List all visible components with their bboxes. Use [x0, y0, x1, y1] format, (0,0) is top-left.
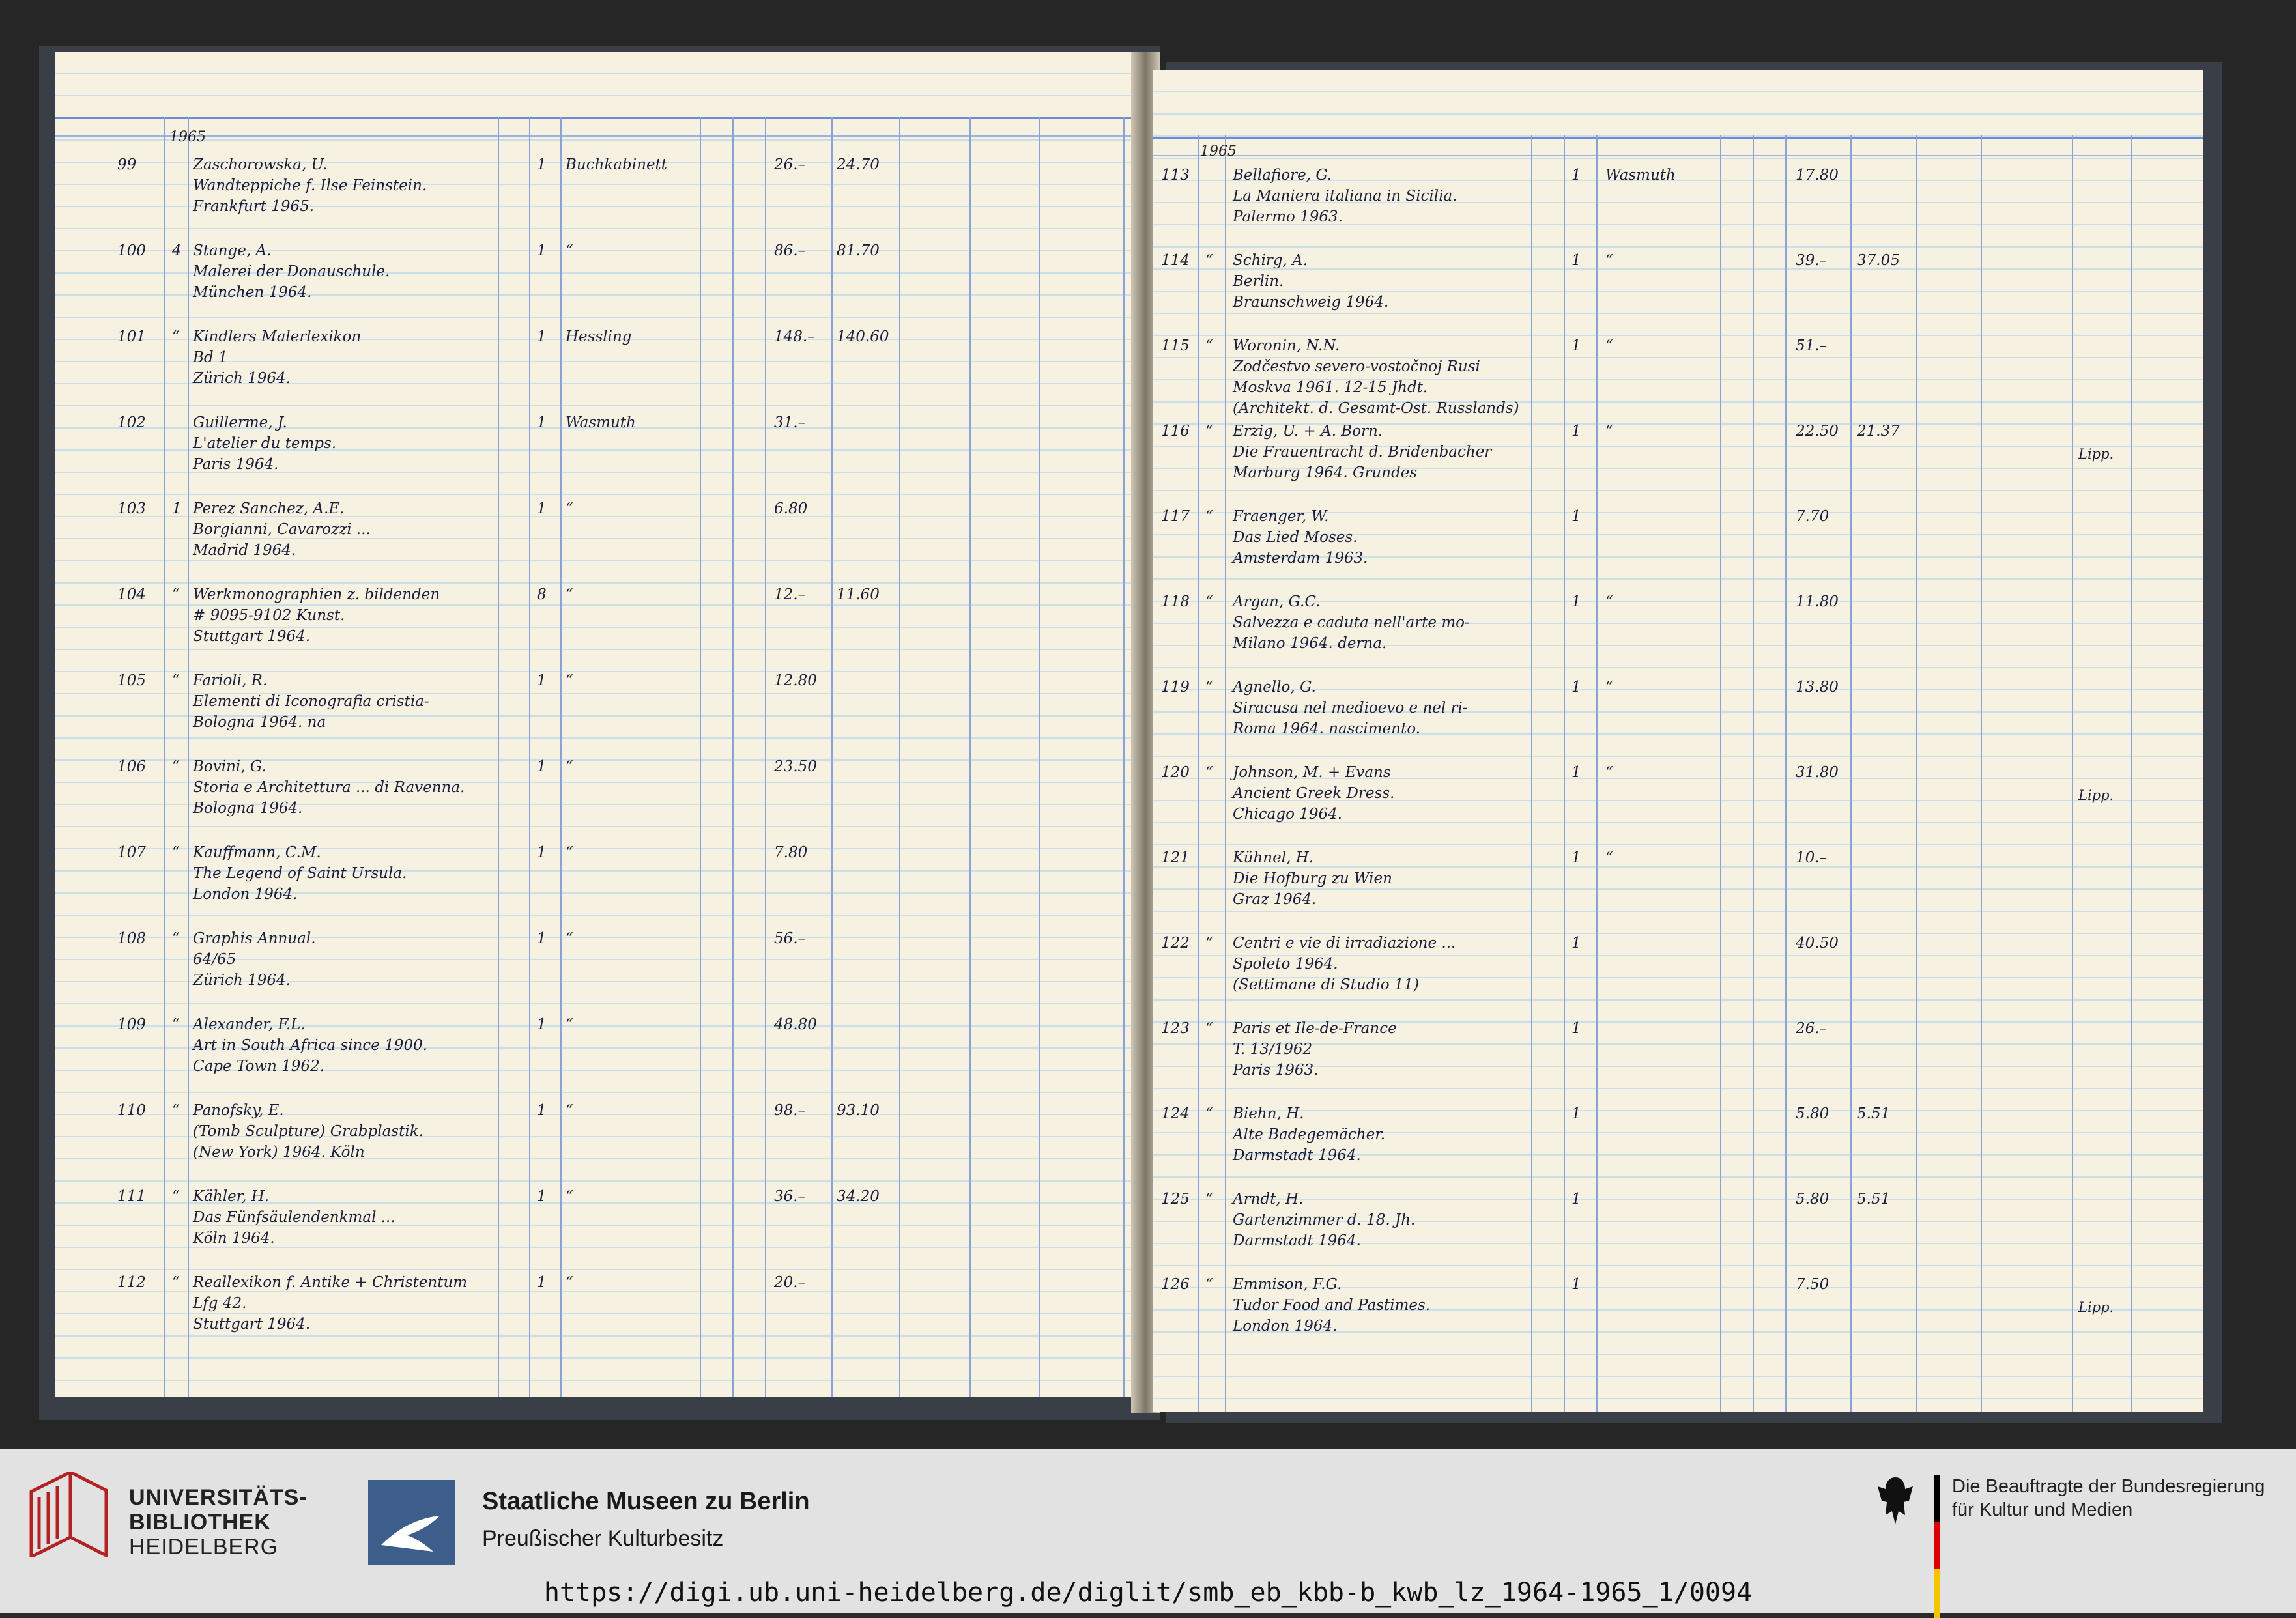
- entry-net-price: 81.70: [837, 242, 880, 259]
- ledger-entry: [1153, 849, 2203, 935]
- ledger-entry: [55, 672, 1144, 758]
- entry-title-line: Alte Badegemächer.: [1233, 1126, 1386, 1143]
- entry-title-line: Gartenzimmer d. 18. Jh.: [1233, 1212, 1416, 1228]
- entry-title-line: Stuttgart 1964.: [193, 1316, 311, 1333]
- entry-title-line: Graphis Annual.: [193, 930, 316, 947]
- entry-vendor: “: [566, 1102, 573, 1119]
- entry-number: 109: [117, 1016, 146, 1033]
- entry-title-line: Madrid 1964.: [193, 542, 296, 559]
- entry-quantity: 1: [537, 500, 547, 517]
- entry-number: 112: [117, 1274, 146, 1291]
- entry-number: 107: [117, 844, 146, 861]
- entry-title-line: Tudor Food and Pastimes.: [1233, 1297, 1431, 1314]
- entry-quantity: 1: [537, 1102, 547, 1119]
- entry-title-line: Stange, A.: [193, 242, 272, 259]
- ub-heidelberg-name: [129, 1485, 308, 1559]
- entry-mark: “: [172, 586, 180, 603]
- entry-title-line: Kindlers Malerlexikon: [193, 328, 362, 345]
- entry-mark: “: [172, 328, 180, 345]
- entry-title-line: Zürich 1964.: [193, 370, 291, 387]
- ledger-entry: [1153, 593, 2203, 679]
- entry-title-line: Werkmonographien z. bildenden: [193, 586, 440, 603]
- entry-mark: “: [1205, 1276, 1213, 1293]
- ledger-entry: [1153, 337, 2203, 423]
- entry-price: 7.50: [1796, 1276, 1830, 1293]
- entry-price: 13.80: [1796, 679, 1839, 696]
- entry-title-line: (Settimane di Studio 11): [1233, 976, 1420, 993]
- ledger-entry: [1153, 1105, 2203, 1191]
- entry-vendor: “: [1605, 849, 1613, 866]
- entry-title-line: Centri e vie di irradiazione ...: [1233, 935, 1456, 952]
- entry-quantity: 1: [537, 930, 547, 947]
- entry-net-price: 5.51: [1857, 1105, 1891, 1122]
- entry-quantity: 1: [1571, 508, 1581, 525]
- entry-mark: “: [172, 1102, 180, 1119]
- entry-quantity: 1: [537, 1274, 547, 1291]
- entry-number: 123: [1161, 1020, 1190, 1037]
- entry-title-line: Stuttgart 1964.: [193, 628, 311, 645]
- entry-note: Lipp.: [2078, 1299, 2114, 1315]
- entry-quantity: 1: [537, 1188, 547, 1205]
- entry-mark: “: [1205, 935, 1213, 952]
- entry-price: 22.50: [1796, 423, 1839, 440]
- ledger-page-right: [1153, 70, 2203, 1412]
- entry-vendor: “: [566, 500, 573, 517]
- entry-number: 111: [117, 1188, 146, 1205]
- entry-title-line: Das Lied Moses.: [1233, 529, 1358, 546]
- entry-vendor: “: [566, 1188, 573, 1205]
- entry-net-price: 37.05: [1857, 252, 1900, 269]
- ledger-entry: [55, 930, 1144, 1016]
- entry-title-line: Guillerme, J.: [193, 414, 287, 431]
- entry-mark: “: [1205, 764, 1213, 781]
- entry-quantity: 1: [537, 328, 547, 345]
- entry-title-line: Braunschweig 1964.: [1233, 294, 1389, 311]
- smb-name: [482, 1488, 810, 1552]
- entry-price: 26.–: [774, 156, 806, 173]
- entry-quantity: 1: [1571, 849, 1581, 866]
- header-rule-2: [55, 135, 1144, 137]
- entry-vendor: “: [1605, 423, 1613, 440]
- entry-title-line: # 9095-9102 Kunst.: [193, 607, 345, 624]
- entry-price: 10.–: [1796, 849, 1828, 866]
- entry-quantity: 1: [1571, 1276, 1581, 1293]
- bkm-line-2: für Kultur und Medien: [1952, 1499, 2133, 1520]
- entry-title-line: Graz 1964.: [1233, 891, 1317, 908]
- entry-price: 6.80: [774, 500, 808, 517]
- entry-quantity: 1: [1571, 679, 1581, 696]
- entry-quantity: 1: [1571, 935, 1581, 952]
- entry-price: 51.–: [1796, 337, 1828, 354]
- entry-number: 118: [1161, 593, 1190, 610]
- entry-title-line: Roma 1964. nascimento.: [1233, 720, 1420, 737]
- entry-title-line: T. 13/1962: [1233, 1041, 1313, 1058]
- entry-vendor: “: [566, 758, 573, 775]
- year-label: 1965: [169, 129, 206, 145]
- entry-number: 110: [117, 1102, 146, 1119]
- entry-title-line: Bologna 1964. na: [193, 714, 326, 731]
- entry-net-price: 21.37: [1857, 423, 1900, 440]
- entry-number: 126: [1161, 1276, 1190, 1293]
- entry-quantity: 1: [537, 844, 547, 861]
- ledger-entry: [55, 414, 1144, 500]
- entry-title-line: Die Hofburg zu Wien: [1233, 870, 1392, 887]
- entry-price: 86.–: [774, 242, 806, 259]
- entry-title-line: Ancient Greek Dress.: [1233, 785, 1395, 802]
- entry-title-line: Biehn, H.: [1233, 1105, 1304, 1122]
- entry-vendor: “: [566, 930, 573, 947]
- entry-number: 120: [1161, 764, 1190, 781]
- entry-quantity: 1: [537, 758, 547, 775]
- entry-number: 100: [117, 242, 146, 259]
- entry-title-line: Panofsky, E.: [193, 1102, 284, 1119]
- entry-price: 17.80: [1796, 167, 1839, 184]
- entry-title-line: Agnello, G.: [1233, 679, 1316, 696]
- entry-title-line: Darmstadt 1964.: [1233, 1147, 1361, 1164]
- entry-title-line: Woronin, N.N.: [1233, 337, 1340, 354]
- entry-title-line: Amsterdam 1963.: [1233, 550, 1368, 567]
- entry-price: 20.–: [774, 1274, 806, 1291]
- entry-vendor: Wasmuth: [1605, 167, 1676, 184]
- entry-title-line: Kauffmann, C.M.: [193, 844, 321, 861]
- ledger-entry: [55, 844, 1144, 930]
- ledger-entry: [1153, 679, 2203, 764]
- entry-price: 12.–: [774, 586, 806, 603]
- entry-vendor: Hessling: [566, 328, 632, 345]
- entry-number: 103: [117, 500, 146, 517]
- entry-title-line: Chicago 1964.: [1233, 806, 1343, 823]
- entry-net-price: 93.10: [837, 1102, 880, 1119]
- entry-title-line: Zaschorowska, U.: [193, 156, 328, 173]
- ledger-entry: [1153, 1276, 2203, 1361]
- entry-price: 23.50: [774, 758, 817, 775]
- entry-title-line: Reallexikon f. Antike + Christentum: [193, 1274, 468, 1291]
- entry-vendor: “: [1605, 593, 1613, 610]
- entry-number: 119: [1161, 679, 1190, 696]
- entry-title-line: Marburg 1964. Grundes: [1233, 464, 1418, 481]
- entry-number: 104: [117, 586, 146, 603]
- entry-title-line: La Maniera italiana in Sicilia.: [1233, 188, 1457, 205]
- entry-vendor: “: [566, 586, 573, 603]
- entry-title-line: Das Fünfsäulendenkmal ...: [193, 1209, 395, 1226]
- ledger-page-left: [55, 52, 1144, 1397]
- entry-title-line: Zodčestvo severo-vostočnoj Rusi: [1233, 358, 1480, 375]
- entry-mark: “: [1205, 1105, 1213, 1122]
- entry-title-line: Frankfurt 1965.: [193, 198, 315, 215]
- entry-price: 11.80: [1796, 593, 1839, 610]
- entry-mark: “: [1205, 593, 1213, 610]
- ledger-entry: [1153, 935, 2203, 1020]
- header-rule-2: [1153, 155, 2203, 156]
- entry-quantity: 1: [1571, 167, 1581, 184]
- entry-title-line: The Legend of Saint Ursula.: [193, 865, 407, 882]
- ub-line-1: UNIVERSITÄTS-: [129, 1485, 308, 1510]
- entry-number: 113: [1161, 167, 1190, 184]
- ledger-entry: [55, 586, 1144, 672]
- entry-title-line: Lfg 42.: [193, 1295, 247, 1312]
- entry-quantity: 1: [1571, 1020, 1581, 1037]
- entry-title-line: 64/65: [193, 951, 237, 968]
- entry-title-line: Paris et Ile-de-France: [1233, 1020, 1397, 1037]
- ledger-entry: [55, 500, 1144, 586]
- entry-net-price: 24.70: [837, 156, 880, 173]
- entry-number: 117: [1161, 508, 1190, 525]
- entry-title-line: Arndt, H.: [1233, 1191, 1304, 1208]
- entry-mark: “: [172, 758, 180, 775]
- entry-mark: “: [172, 1188, 180, 1205]
- entry-price: 56.–: [774, 930, 806, 947]
- entry-price: 12.80: [774, 672, 817, 689]
- entry-price: 31.–: [774, 414, 806, 431]
- entry-number: 114: [1161, 252, 1190, 269]
- entry-mark: “: [1205, 1191, 1213, 1208]
- ub-line-2: BIBLIOTHEK: [129, 1510, 271, 1535]
- bkm-name: [1952, 1475, 2265, 1522]
- header-rule: [55, 117, 1144, 119]
- entry-vendor: “: [566, 1016, 573, 1033]
- entry-net-price: 34.20: [837, 1188, 880, 1205]
- entry-vendor: “: [566, 672, 573, 689]
- entry-title-line: Wandteppiche f. Ilse Feinstein.: [193, 177, 427, 194]
- entry-title-line: Art in South Africa since 1900.: [193, 1037, 428, 1054]
- entry-title-line: Palermo 1963.: [1233, 208, 1343, 225]
- entry-number: 116: [1161, 423, 1190, 440]
- ledger-entry: [55, 1102, 1144, 1188]
- ledger-entry: [1153, 423, 2203, 508]
- federal-eagle-icon: [1874, 1475, 1917, 1527]
- entry-price: 7.70: [1796, 508, 1830, 525]
- entry-number: 115: [1161, 337, 1190, 354]
- ledger-entry: [55, 328, 1144, 414]
- entry-title-line: München 1964.: [193, 284, 312, 301]
- entry-number: 108: [117, 930, 146, 947]
- entry-title-line: Storia e Architettura ... di Ravenna.: [193, 779, 465, 796]
- entry-mark: “: [1205, 252, 1213, 269]
- entry-vendor: Buchkabinett: [566, 156, 668, 173]
- entry-title-line: Kähler, H.: [193, 1188, 270, 1205]
- entry-title-line: Zürich 1964.: [193, 972, 291, 989]
- entry-title-line: (Architekt. d. Gesamt-Ost. Russlands): [1233, 400, 1519, 417]
- entry-vendor: “: [1605, 679, 1613, 696]
- entry-net-price: 5.51: [1857, 1191, 1891, 1208]
- entry-title-line: Darmstadt 1964.: [1233, 1232, 1361, 1249]
- entry-title-line: Moskva 1961. 12-15 Jhdt.: [1233, 379, 1428, 396]
- entry-title-line: Johnson, M. + Evans: [1233, 764, 1391, 781]
- entry-title-line: Fraenger, W.: [1233, 508, 1329, 525]
- entry-vendor: Wasmuth: [566, 414, 636, 431]
- entry-mark: “: [172, 844, 180, 861]
- entry-quantity: 1: [537, 242, 547, 259]
- ledger-entry: [1153, 764, 2203, 849]
- entry-quantity: 1: [1571, 764, 1581, 781]
- ledger-entry: [1153, 167, 2203, 252]
- entry-title-line: Berlin.: [1233, 273, 1284, 290]
- entry-price: 39.–: [1796, 252, 1828, 269]
- entry-title-line: Bologna 1964.: [193, 800, 303, 817]
- viewer-footer: [0, 1449, 2296, 1613]
- entry-number: 121: [1161, 849, 1190, 866]
- entry-title-line: Bovini, G.: [193, 758, 266, 775]
- entry-price: 31.80: [1796, 764, 1839, 781]
- entry-net-price: 11.60: [837, 586, 880, 603]
- entry-mark: “: [172, 930, 180, 947]
- entry-note: Lipp.: [2078, 446, 2114, 462]
- entry-title-line: (Tomb Sculpture) Grabplastik.: [193, 1123, 423, 1140]
- entry-price: 5.80: [1796, 1191, 1830, 1208]
- entry-mark: “: [1205, 508, 1213, 525]
- entry-title-line: London 1964.: [193, 886, 298, 903]
- entry-price: 5.80: [1796, 1105, 1830, 1122]
- entry-quantity: 8: [537, 586, 547, 603]
- entry-price: 98.–: [774, 1102, 806, 1119]
- entry-title-line: Borgianni, Cavarozzi ...: [193, 521, 371, 538]
- entry-title-line: Alexander, F.L.: [193, 1016, 306, 1033]
- entry-title-line: Argan, G.C.: [1233, 593, 1321, 610]
- entry-title-line: Paris 1964.: [193, 456, 279, 473]
- ledger-entry: [55, 1274, 1144, 1360]
- entry-quantity: 1: [1571, 423, 1581, 440]
- entry-number: 106: [117, 758, 146, 775]
- smb-title: Staatliche Museen zu Berlin: [482, 1488, 810, 1515]
- entry-title-line: (New York) 1964. Köln: [193, 1144, 365, 1161]
- ledger-entry: [55, 242, 1144, 328]
- entry-number: 125: [1161, 1191, 1190, 1208]
- smb-subtitle: Preußischer Kulturbesitz: [482, 1526, 724, 1551]
- entry-mark: “: [172, 1274, 180, 1291]
- entry-price: 40.50: [1796, 935, 1839, 952]
- entry-quantity: 1: [1571, 252, 1581, 269]
- entry-title-line: L'atelier du temps.: [193, 435, 337, 452]
- entry-quantity: 1: [537, 156, 547, 173]
- entry-title-line: Perez Sanchez, A.E.: [193, 500, 345, 517]
- entry-number: 101: [117, 328, 146, 345]
- entry-vendor: “: [566, 242, 573, 259]
- entry-number: 124: [1161, 1105, 1190, 1122]
- bkm-line-1: Die Beauftragte der Bundesregierung: [1952, 1476, 2265, 1497]
- ledger-entry: [1153, 508, 2203, 593]
- entry-title-line: Die Frauentracht d. Bridenbacher: [1233, 444, 1492, 461]
- entry-price: 7.80: [774, 844, 808, 861]
- entry-quantity: 1: [1571, 1105, 1581, 1122]
- ledger-entry: [55, 1016, 1144, 1102]
- entry-title-line: Milano 1964. derna.: [1233, 635, 1387, 652]
- ledger-entry: [55, 758, 1144, 844]
- entry-title-line: Salvezza e caduta nell'arte mo-: [1233, 614, 1470, 631]
- ledger-entry: [1153, 252, 2203, 337]
- entry-vendor: “: [566, 844, 573, 861]
- ledger-entry: [1153, 1020, 2203, 1105]
- smb-eagle-logo-icon: [368, 1480, 455, 1565]
- entry-mark: 1: [172, 500, 182, 517]
- entry-title-line: Kühnel, H.: [1233, 849, 1314, 866]
- entry-mark: “: [172, 1016, 180, 1033]
- entry-net-price: 140.60: [837, 328, 889, 345]
- entry-title-line: Erzig, U. + A. Born.: [1233, 423, 1383, 440]
- entry-quantity: 1: [537, 414, 547, 431]
- entry-quantity: 1: [1571, 337, 1581, 354]
- entry-quantity: 1: [537, 1016, 547, 1033]
- entry-mark: “: [172, 672, 180, 689]
- year-label: 1965: [1200, 143, 1237, 160]
- entry-number: 99: [117, 156, 137, 173]
- ledger-entry: [1153, 1191, 2203, 1276]
- entry-vendor: “: [1605, 252, 1613, 269]
- entry-price: 26.–: [1796, 1020, 1828, 1037]
- header-rule: [1153, 137, 2203, 139]
- entry-title-line: Schirg, A.: [1233, 252, 1308, 269]
- entry-mark: “: [1205, 1020, 1213, 1037]
- entry-mark: “: [1205, 679, 1213, 696]
- entry-quantity: 1: [1571, 593, 1581, 610]
- entry-mark: 4: [172, 242, 182, 259]
- entry-title-line: Bellafiore, G.: [1233, 167, 1332, 184]
- entry-title-line: Malerei der Donauschule.: [193, 263, 390, 280]
- entry-title-line: Paris 1963.: [1233, 1062, 1319, 1079]
- entry-quantity: 1: [537, 672, 547, 689]
- entry-quantity: 1: [1571, 1191, 1581, 1208]
- entry-title-line: London 1964.: [1233, 1318, 1338, 1335]
- entry-number: 122: [1161, 935, 1190, 952]
- entry-title-line: Emmison, F.G.: [1233, 1276, 1342, 1293]
- entry-price: 36.–: [774, 1188, 806, 1205]
- entry-price: 48.80: [774, 1016, 817, 1033]
- entry-mark: “: [1205, 423, 1213, 440]
- entry-title-line: Elementi di Iconografia cristia-: [193, 693, 429, 710]
- entry-number: 105: [117, 672, 146, 689]
- entry-mark: “: [1205, 337, 1213, 354]
- ledger-entry: [55, 156, 1144, 242]
- ledger-entry: [55, 1188, 1144, 1274]
- entry-vendor: “: [1605, 764, 1613, 781]
- entry-title-line: Siracusa nel medioevo e nel ri-: [1233, 700, 1468, 717]
- entry-number: 102: [117, 414, 146, 431]
- entry-note: Lipp.: [2078, 788, 2114, 803]
- entry-price: 148.–: [774, 328, 815, 345]
- entry-title-line: Cape Town 1962.: [193, 1058, 325, 1075]
- entry-title-line: Spoleto 1964.: [1233, 956, 1338, 972]
- entry-vendor: “: [1605, 337, 1613, 354]
- entry-title-line: Bd 1: [193, 349, 228, 366]
- ub-line-3: HEIDELBERG: [129, 1535, 279, 1559]
- ub-heidelberg-logo-icon: [25, 1472, 109, 1557]
- entry-title-line: Köln 1964.: [193, 1230, 275, 1247]
- entry-vendor: “: [566, 1274, 573, 1291]
- permalink-url[interactable]: https://digi.ub.uni-heidelberg.de/diglit/smb_eb_kbb-b_kwb_lz_1964-1965_1/0094: [543, 1578, 1753, 1608]
- entry-title-line: Farioli, R.: [193, 672, 268, 689]
